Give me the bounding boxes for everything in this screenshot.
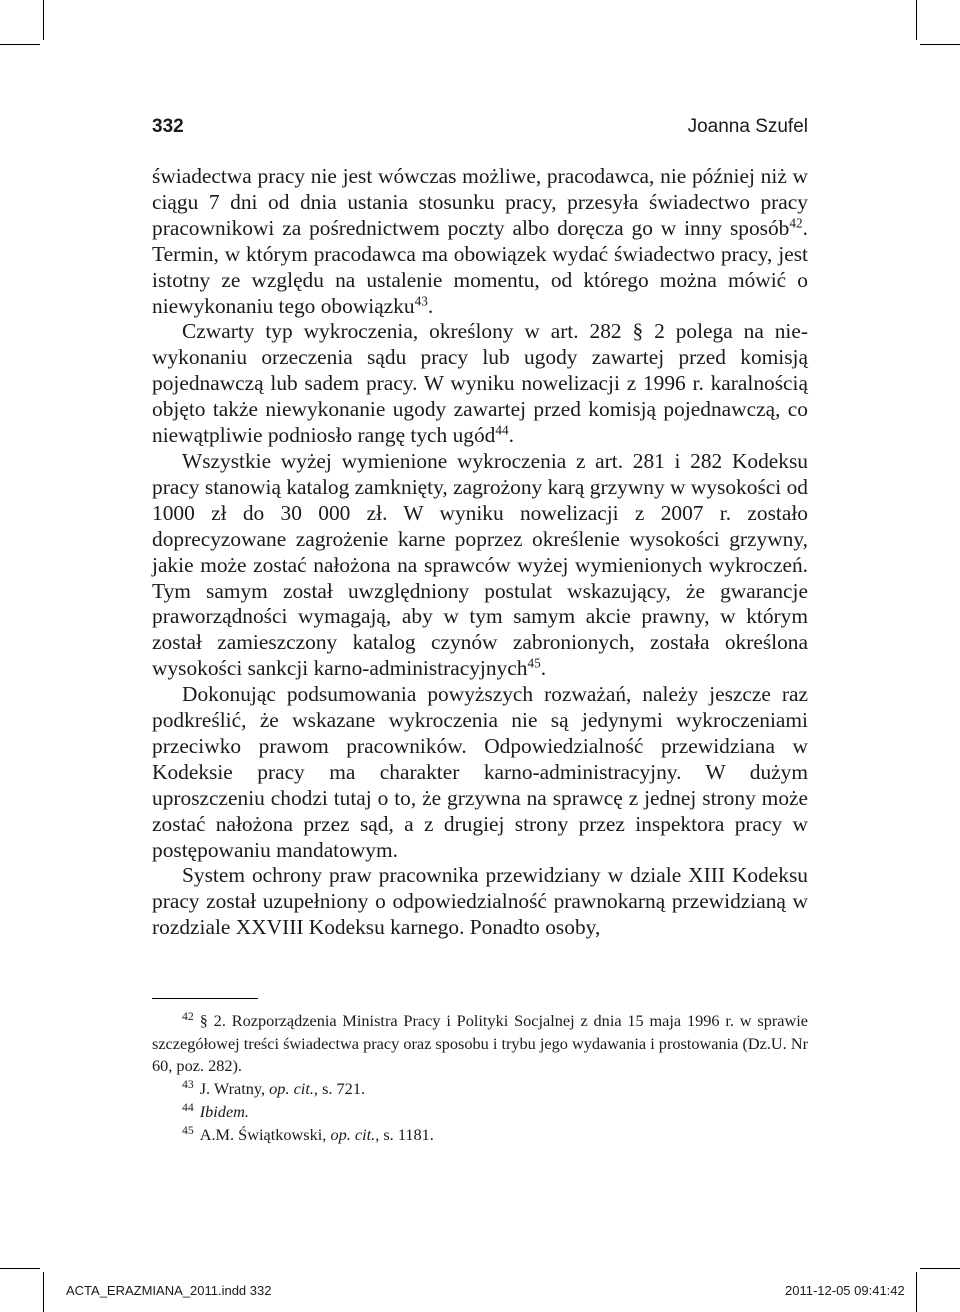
body-text — [152, 164, 808, 941]
footnote: $^{45}$ A.M. Świątkowski, op. cit., s. 1181. — [182, 1123, 434, 1144]
footnote-number: 44 — [182, 1100, 194, 1114]
footnote-number: 42 — [182, 1010, 194, 1024]
footnote-ref[interactable]: 42 — [789, 215, 803, 231]
running-header-author: Joanna Szufel — [687, 116, 808, 137]
footnote-ref[interactable]: 45 — [527, 655, 541, 671]
crop-mark — [43, 1272, 44, 1312]
slug-filename: ACTA_ERAZMIANA_2011.indd 332 — [66, 1283, 272, 1298]
footnotes — [152, 1010, 808, 1146]
crop-mark — [916, 1272, 917, 1312]
paragraph: Wszystkie wyżej wymienione wykroczenia z art. 281 i 282 Kodeksu pracy stanowią katalog zamknięty, zagrożony karą grzywny w wysokości od 1000 zł do 30 000 zł. W wyniku nowelizacji z 2007 r. zostało doprecyzowane zagrożenie karne poprzez określenie wysokości grzywny, jakie może zostać nałożona na sprawców wyżej wymienionych wykroczeń. Tym samym został uwzględniony postulat wskazujący, że gwarancje praworządności wymagają, aby w tym samym akcie prawny, w którym został zamieszczony katalog czynów zabronionych, została określona wysokości sankcji karno-administracyjnych$^{45}$. — [152, 448, 808, 681]
paragraph: System ochrony praw pracownika przewidziany w dziale XIII Kodeksu pracy został uzupełniony o odpowiedzialność prawnokarną przewidzianą w rozdziale XXVIII Kodeksu karnego. Ponadto osoby, — [152, 863, 808, 940]
paragraph: Dokonując podsumowania powyższych rozważań, należy jeszcze raz podkreślić, że wskazane wykroczenia nie są jedynymi wykroczeniami przeciwko prawom pracowników. Odpowiedzialność przewidziana w Kodeksie pracy ma charakter karno-administracyjny. W dużym uproszczeniu chodzi tutaj o to, że grzywna na sprawcę z jednej strony może zostać nałożona przez sąd, a z drugiej strony przez inspektora pracy w postępowaniu mandatowym. — [152, 682, 808, 862]
footnote-number: 43 — [182, 1078, 194, 1092]
footnote-separator — [152, 998, 258, 999]
crop-mark — [920, 1268, 960, 1269]
paragraph: Czwarty typ wykroczenia, określony w art. 282 § 2 polega na niewykonaniu orzeczenia sądu pracy lub ugody zawartej przed komisją pojednawczą lub sadem pracy. W wyniku nowelizacji z 1996 r. karalnością objęto także niewykonanie ugody zawartej przed komisją pojednawczą, co niewątpliwie podniosło rangę tych ugód$^{44}$. — [152, 319, 808, 448]
crop-mark — [0, 44, 40, 45]
footnote-ref[interactable]: 43 — [414, 293, 428, 309]
crop-mark — [0, 1268, 40, 1269]
crop-mark — [43, 0, 44, 40]
footnote-number: 45 — [182, 1123, 194, 1137]
footnote-ref[interactable]: 44 — [495, 422, 509, 438]
page-number: 332 — [152, 116, 184, 137]
crop-mark — [920, 44, 960, 45]
running-header — [152, 114, 808, 142]
footnote: $^{43}$ J. Wratny, op. cit., s. 721. — [182, 1078, 366, 1099]
footnote: $^{44}$ Ibidem. — [182, 1100, 249, 1121]
paragraph: świadectwa pracy nie jest wówczas możliwe, pracodawca, nie później niż w ciągu 7 dni od dnia ustania stosunku pracy, przesyła świadectwo pracy pracownikowi za pośrednictwem poczty albo doręcza go w inny sposób$^{42}$. Termin, w którym pracodawca ma obowiązek wydać świadectwo pracy, jest istotny ze względu na ustalenie momentu, od którego można mówić o niewykonaniu tego obowiązku$^{43}$. — [152, 164, 808, 318]
footnote: $^{42}$ § 2. Rozporządzenia Ministra Pracy i Polityki Socjalnej z dnia 15 maja 1996 r. w sprawie szczegółowej treści świadectwa pracy oraz sposobu i trybu jego wydawania i prostowania (Dz.U. Nr 60, poz. 282). — [152, 1010, 809, 1076]
crop-mark — [916, 0, 917, 40]
slug-datetime: 2011-12-05 09:41:42 — [785, 1283, 905, 1298]
